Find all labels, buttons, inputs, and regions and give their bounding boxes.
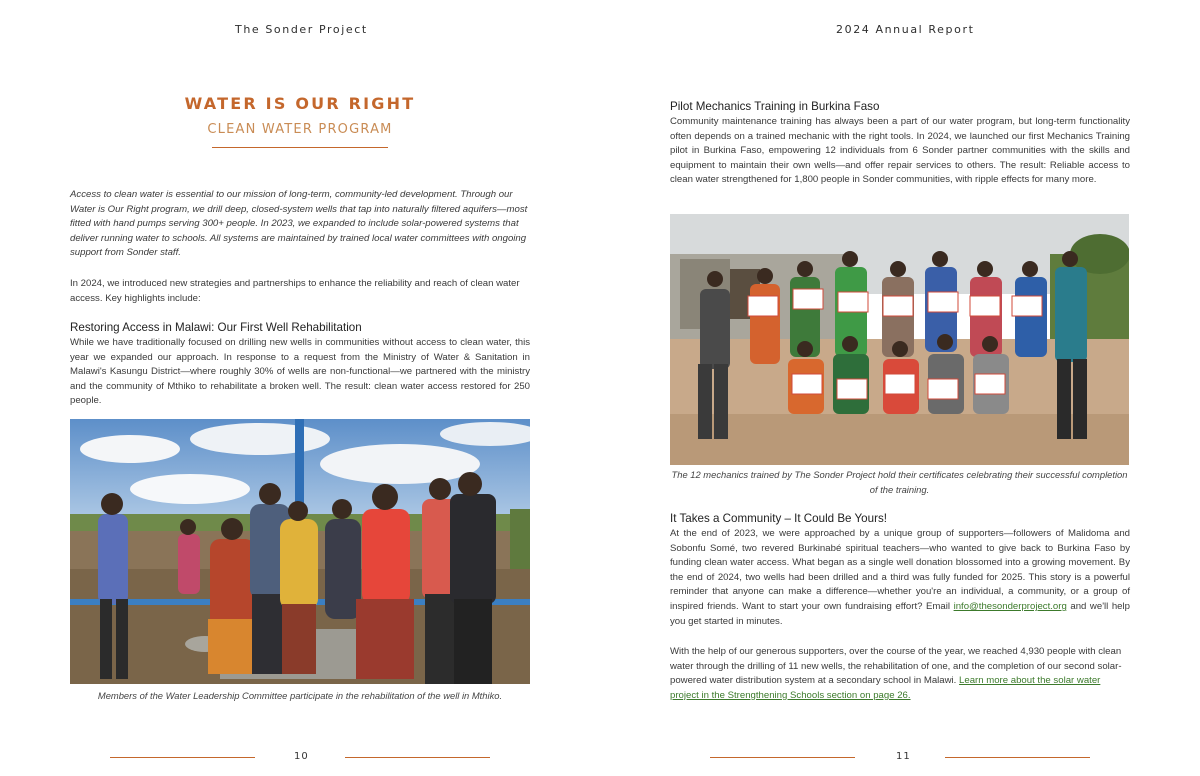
title-divider	[212, 147, 388, 148]
page-subtitle: CLEAN WATER PROGRAM	[207, 122, 393, 137]
mechanics-photo-caption: The 12 mechanics trained by The Sonder Project hold their certificates celebrating their successful completion of the training.	[671, 469, 1128, 495]
well-rehabilitation-photo	[70, 419, 530, 684]
footer-rule-right-a	[710, 757, 855, 758]
pilot-section	[670, 99, 1130, 188]
email-link[interactable]: info@thesonderproject.org	[953, 600, 1067, 612]
highlights-paragraph: In 2024, we introduced new strategies and partnerships to enhance the reliability and reach of clean water access. Key highlights include:	[70, 278, 520, 304]
malawi-section	[70, 320, 530, 409]
closing-paragraph	[670, 645, 1130, 703]
community-heading: It Takes a Community – It Could Be Yours!	[670, 512, 887, 525]
community-body-text: At the end of 2023, we were approached by a unique group of supporters—followers of Malidoma and Sobonfu Somé, two revered Burkinabé spiritual teachers—who wanted to give back to Burkina Faso by funding clean water access. What began as a single well donation blossomed into a growing movement. By the end of 2024, two wells had been drilled and a third was fully funded for 2025. This story is a powerful reminder that anyone can make a difference—whether you're an individual, a community, or a group of inspired friends. Want to start your own fundraising effort? Email	[670, 528, 1130, 612]
footer-rule-left-a	[110, 757, 255, 758]
running-head-left: The Sonder Project	[235, 23, 368, 36]
intro-paragraph: Access to clean water is essential to our mission of long-term, community-led development. Through our Water is Our Right program, we drill deep, closed-system wells that tap into naturally filtered aquifers—most fitted with hand pumps serving 300+ people. In 2023, we expanded to include solar-powered systems that deliver running water to schools. All systems are maintained by trained local water committees with ongoing support from Sonder staff.	[70, 189, 528, 259]
community-tail-text: and we'll help you get started in minutes.	[670, 600, 1130, 627]
title-block	[70, 94, 530, 148]
community-body	[670, 527, 1130, 629]
footer-rule-left-b	[345, 757, 490, 758]
malawi-body: While we have traditionally focused on drilling new wells in communities without access to clean water, this year we expanded our approach. In response to a request from the Ministry of Water & Sanitation in Malawi's Kasungu District—where roughly 30% of wells are non-functional—we partnered with the ministry and the community of Mthiko to rehabilitate a broken well. The result: clean water access restored for 250 people.	[70, 337, 530, 407]
pilot-heading: Pilot Mechanics Training in Burkina Faso	[670, 100, 880, 113]
footer-rule-right-b	[945, 757, 1090, 758]
community-section	[670, 511, 1130, 629]
mechanics-group-photo	[670, 214, 1129, 465]
well-photo-caption: Members of the Water Leadership Committee participate in the rehabilitation of the well in Mthiko.	[97, 690, 503, 701]
page-title: WATER IS OUR RIGHT	[184, 94, 416, 113]
page-number-right: 11	[896, 751, 911, 762]
closing-body-text: With the help of our generous supporters, over the course of the year, we reached 4,930 people with clean water through the drilling of 11 new wells, the rehabilitation of one, and the completion of our second solar-powered water distribution system at a secondary school in Malawi.	[670, 646, 1122, 687]
malawi-heading: Restoring Access in Malawi: Our First Well Rehabilitation	[70, 321, 362, 334]
running-head-right: 2024 Annual Report	[836, 23, 975, 36]
solar-project-link[interactable]: Learn more about the solar water project in the Strengthening Schools section on page 26.	[670, 675, 1101, 701]
page-number-left: 10	[294, 751, 309, 762]
pilot-body: Community maintenance training has always been a part of our water program, but long-term functionality often depends on a trained mechanic with the right tools. In 2024, we launched our first Mechanics Training pilot in Burkina Faso, empowering 12 individuals from 6 Sonder partner communities with the skills and equipment to maintain their own wells—and offer repair services to others. The result: Reliable access to clean water strengthened for 1,800 people in Sonder communities, with ripple effects for many more.	[670, 116, 1130, 186]
